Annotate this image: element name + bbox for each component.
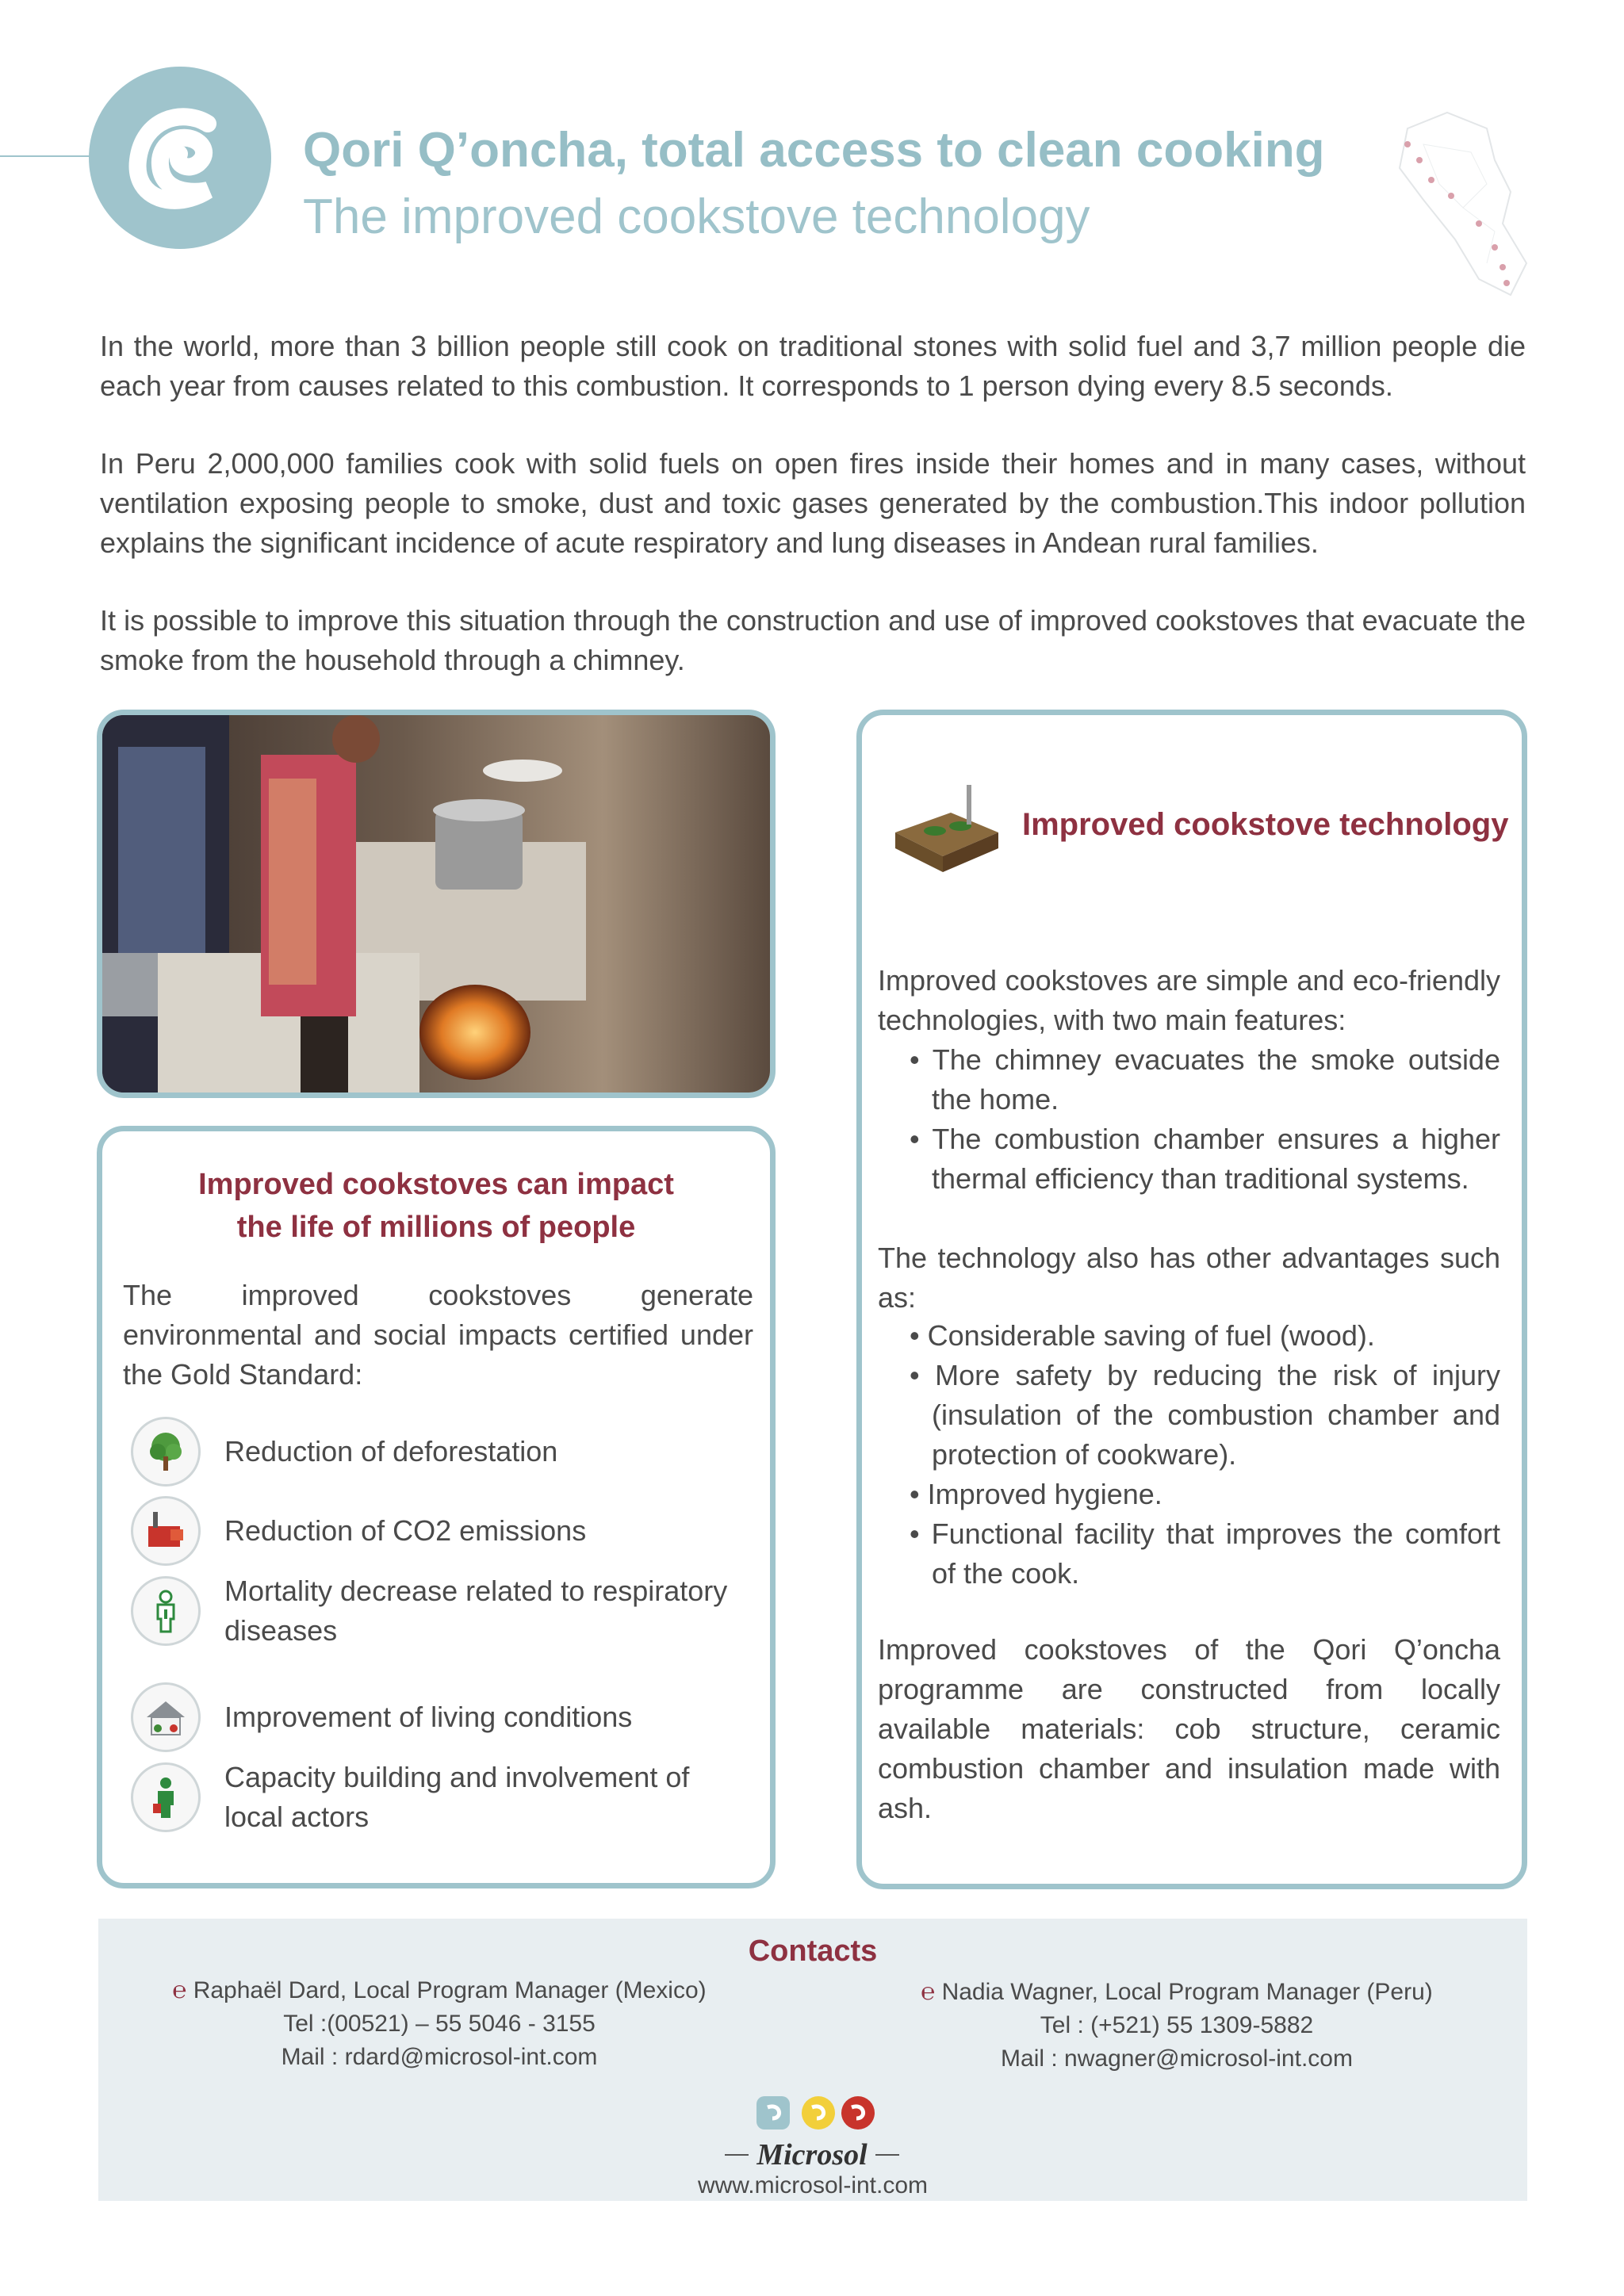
contacts-title: Contacts	[748, 1934, 878, 1968]
impact-title-line: Improved cookstoves can impact	[198, 1168, 674, 1201]
impact-title-line: the life of millions of people	[236, 1211, 636, 1244]
features-list	[878, 1040, 1500, 1199]
cookstove-icon	[887, 777, 1006, 880]
technology-paragraph: The technology also has other advantages such as:	[878, 1242, 1500, 1314]
website-link[interactable]: www.microsol-int.com	[697, 2172, 929, 2198]
tree-icon	[131, 1417, 201, 1487]
list-item: • Functional facility that improves the comfort of the cook.	[878, 1514, 1500, 1594]
contact-mail[interactable]: Mail : nwagner@microsol-int.com	[1001, 2045, 1353, 2072]
list-item: • Improved hygiene.	[878, 1475, 1500, 1514]
intro-paragraph: In the world, more than 3 billion people still cook on traditional stones with solid fuel and 3,7 million people die each year from causes related to this combustion. It corresponds to 1 person dying every 8.5 seconds.	[100, 330, 1526, 402]
swirl-icon: ℮	[921, 1979, 936, 2005]
impact-panel	[97, 1126, 776, 1888]
contact-name: Nadia Wagner, Local Program Manager (Peru)	[941, 1979, 1433, 2005]
list-item: • The combustion chamber ensures a higher thermal efficiency than traditional systems.	[878, 1119, 1500, 1199]
impact-item	[131, 1571, 749, 1651]
photo-illustration	[102, 715, 770, 1093]
cookstove-photo	[97, 710, 776, 1098]
impact-item-text: Capacity building and involvement of local actors	[224, 1761, 690, 1833]
intro-paragraph: In Peru 2,000,000 families cook with solid fuels on open fires inside their homes and in many cases, without ventilation exposing people to smoke, dust and toxic gases generated by the combustion.This indoor pollution explains the significant incidence of acute respiratory and lung diseases in Andean rural families.	[100, 447, 1526, 559]
peru-map-icon	[1376, 105, 1534, 303]
impact-item	[131, 1496, 749, 1566]
contacts-panel	[98, 1919, 1527, 2201]
contact-name: Raphaël Dard, Local Program Manager (Mexico)	[193, 1977, 707, 2003]
list-item: • Considerable saving of fuel (wood).	[878, 1316, 1500, 1356]
qori-qoncha-logo	[89, 67, 271, 249]
contact-card	[875, 1976, 1478, 2076]
impact-item-text: Reduction of deforestation	[224, 1435, 558, 1468]
impact-intro: The improved cookstoves generate environmental and social impacts certified under the Gold Standard:	[123, 1279, 753, 1391]
contact-tel: Tel :(00521) – 55 5046 - 3155	[283, 2011, 596, 2037]
impact-item	[131, 1417, 749, 1487]
page-title: Qori Q’oncha, total access to clean cooking	[303, 123, 1325, 178]
impact-item	[131, 1682, 749, 1752]
microsol-logo-text: Microsol	[756, 2138, 868, 2172]
contact-tel: Tel : (+521) 55 1309-5882	[1040, 2012, 1314, 2038]
swirl-icon	[89, 67, 271, 249]
cookstove-emissions-icon	[131, 1496, 201, 1566]
list-item: • More safety by reducing the risk of injury (insulation of the combustion chamber and protection of cookware).	[878, 1356, 1500, 1475]
impact-item	[131, 1758, 749, 1837]
impact-item-text: Reduction of CO2 emissions	[224, 1514, 587, 1547]
technology-paragraph: Improved cookstoves of the Qori Q’oncha programme are constructed from locally available materials: cob structure, ceramic combustion chamber and insulation made with ash.	[878, 1633, 1500, 1824]
contact-card	[154, 1974, 725, 2074]
microsol-logo	[717, 2091, 907, 2179]
advantages-list	[878, 1316, 1500, 1594]
person-bag-icon	[131, 1762, 201, 1832]
technology-panel	[856, 710, 1527, 1889]
technology-title: Improved cookstove technology	[1022, 807, 1509, 842]
technology-paragraph: Improved cookstoves are simple and eco-friendly technologies, with two main features:	[878, 964, 1500, 1036]
intro-paragraph: It is possible to improve this situation through the construction and use of improved cookstoves that evacuate the smoke from the household through a chimney.	[100, 604, 1526, 676]
impact-item-text: Mortality decrease related to respiratory diseases	[224, 1575, 728, 1647]
swirl-icon: ℮	[172, 1977, 187, 2003]
person-health-icon	[131, 1576, 201, 1646]
house-icon	[131, 1682, 201, 1752]
impact-item-text: Improvement of living conditions	[224, 1701, 633, 1733]
impact-title	[102, 1163, 770, 1249]
page-subtitle: The improved cookstove technology	[303, 189, 1090, 244]
list-item: • The chimney evacuates the smoke outside the home.	[878, 1040, 1500, 1119]
contact-mail[interactable]: Mail : rdard@microsol-int.com	[281, 2044, 598, 2070]
